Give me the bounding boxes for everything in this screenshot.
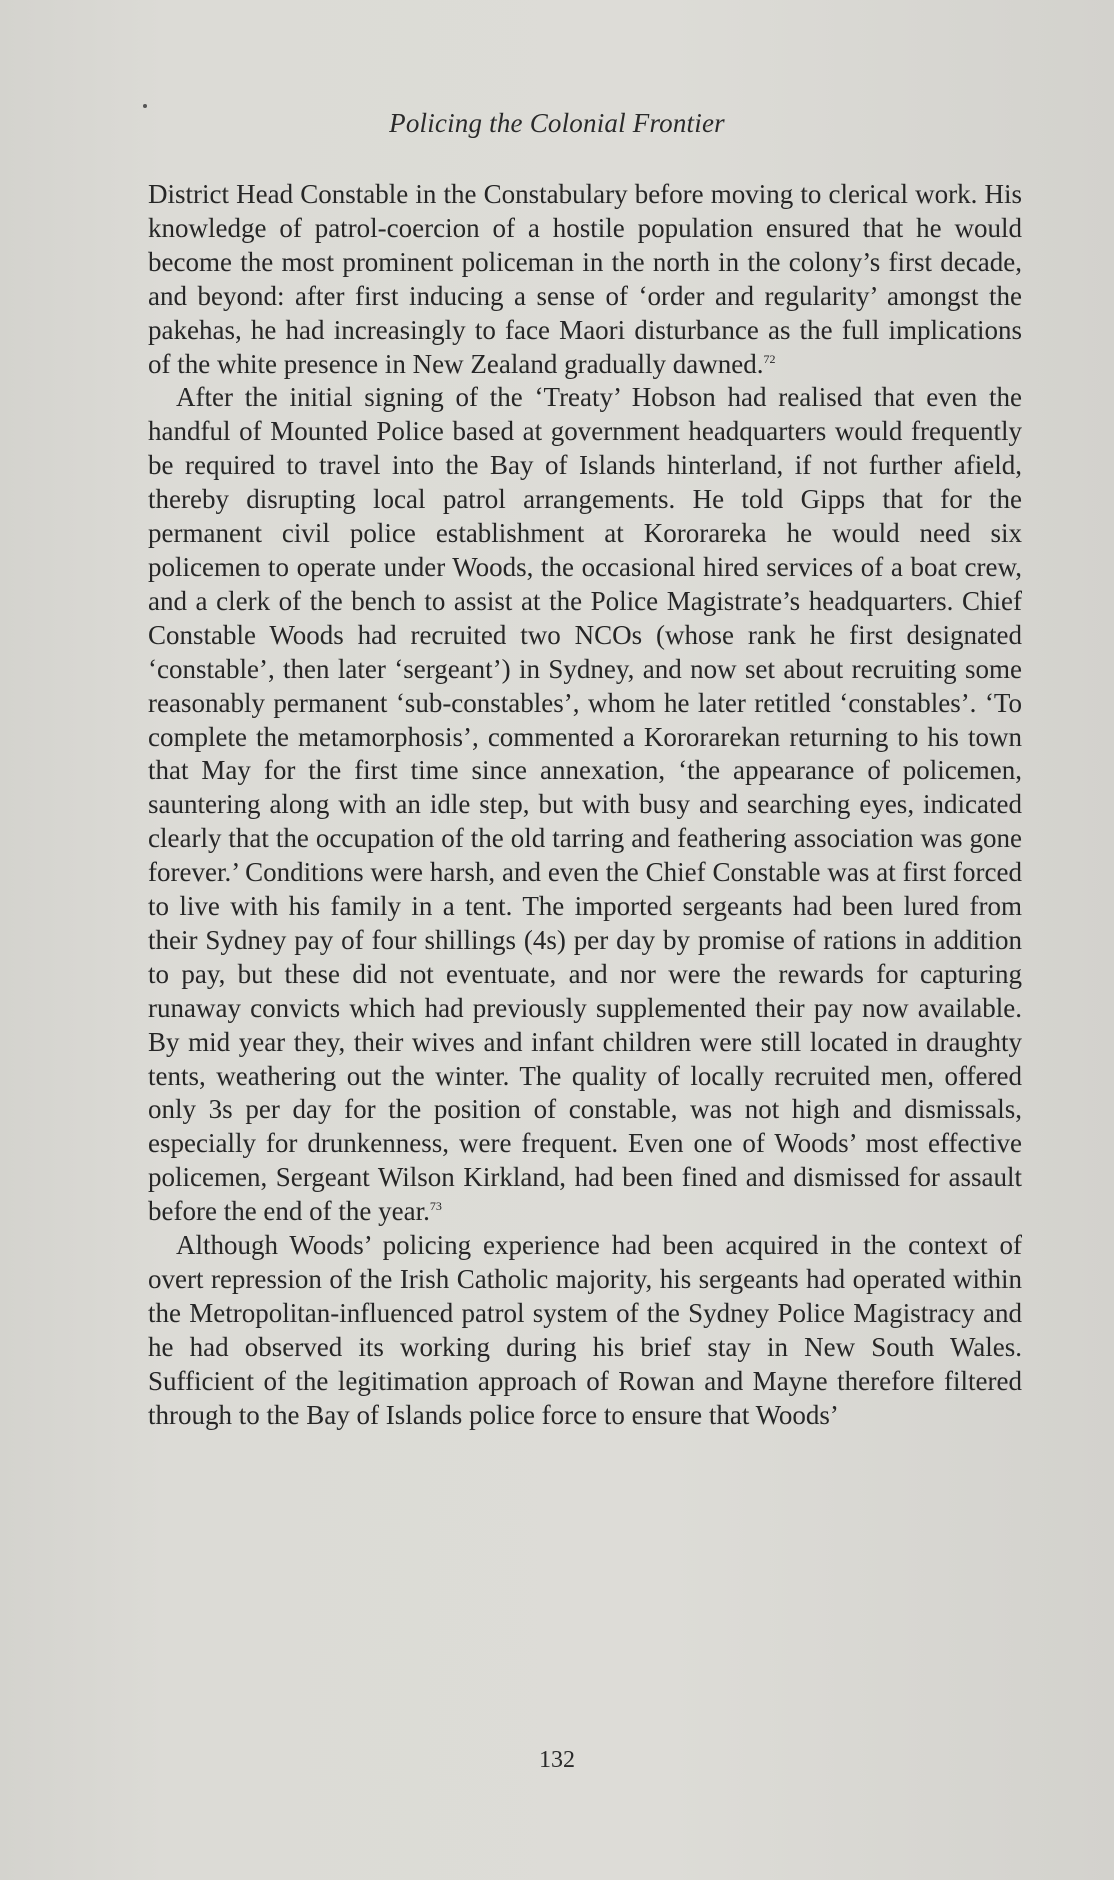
footnote-ref-72: 72 — [763, 351, 776, 366]
paragraph-1 — [148, 178, 1022, 381]
body-text — [148, 178, 1022, 1433]
paragraph-1-text: District Head Constable in the Constabulary before moving to clerical work. His knowledge of patrol-coercion of a hostile population ensured that he would become the most prominent policeman in the north in the colony’s first decade, and beyond: after first inducing a sense of ‘order and regularity’ amongst the pakehas, he had increasingly to face Maori disturbance as the full implications of the white presence in New Zealand gradually dawned. — [148, 179, 1022, 379]
paragraph-3-text: Although Woods’ policing experience had been acquired in the context of overt repression of the Irish Catholic majority, his sergeants had operated within the Metropolitan-influenced patrol system of the Sydney Police Magistracy and he had observed its working during his brief stay in New South Wales. Sufficient of the legitimation approach of Rowan and Mayne therefore filtered through to the Bay of Islands police force to ensure that Woods’ — [148, 1230, 1022, 1430]
paragraph-3 — [148, 1229, 1022, 1432]
page-number: 132 — [539, 1747, 575, 1773]
paragraph-2-text: After the initial signing of the ‘Treaty’ Hobson had realised that even the handful of Mounted Police based at government headquarters would frequently be required to travel into the Bay of Islands hinterland, if not further afield, thereby disrupting local patrol arrangements. He told Gipps that for the permanent civil police establishment at Kororareka he would need six policemen to operate under Woods, the occasional hired services of a boat crew, and a clerk of the bench to assist at the Police Magistrate’s headquarters. Chief Constable Woods had recruited two NCOs (whose rank he first designated ‘constable’, then later ‘sergeant’) in Sydney, and now set about recruiting some reasonably permanent ‘sub-constables’, whom he later retitled ‘constables’. ‘To complete the metamorphosis’, commented a Kororarekan returning to his town that May for the first time since annexation, ‘the appearance of policemen, sauntering along with an idle step, but with busy and searching eyes, indicated clearly that the occupation of the old tarring and feathering association was gone forever.’ Conditions were harsh, and even the Chief Constable was at first forced to live with his family in a tent. The imported sergeants had been lured from their Sydney pay of four shillings (4s) per day by promise of rations in addition to pay, but these did not eventuate, and nor were the rewards for capturing runaway convicts which had previously supplemented their pay now available. By mid year they, their wives and infant children were still located in draughty tents, weathering out the winter. The quality of locally recruited men, offered only 3s per day for the position of constable, was not high and dismissals, especially for drunkenness, were frequent. Even one of Woods’ most effective policemen, Sergeant Wilson Kirkland, had been fined and dismissed for assault before the end of the year. — [148, 382, 1022, 1227]
paragraph-2 — [148, 381, 1022, 1229]
footnote-ref-73: 73 — [429, 1199, 442, 1214]
running-head: Policing the Colonial Frontier — [389, 108, 725, 138]
